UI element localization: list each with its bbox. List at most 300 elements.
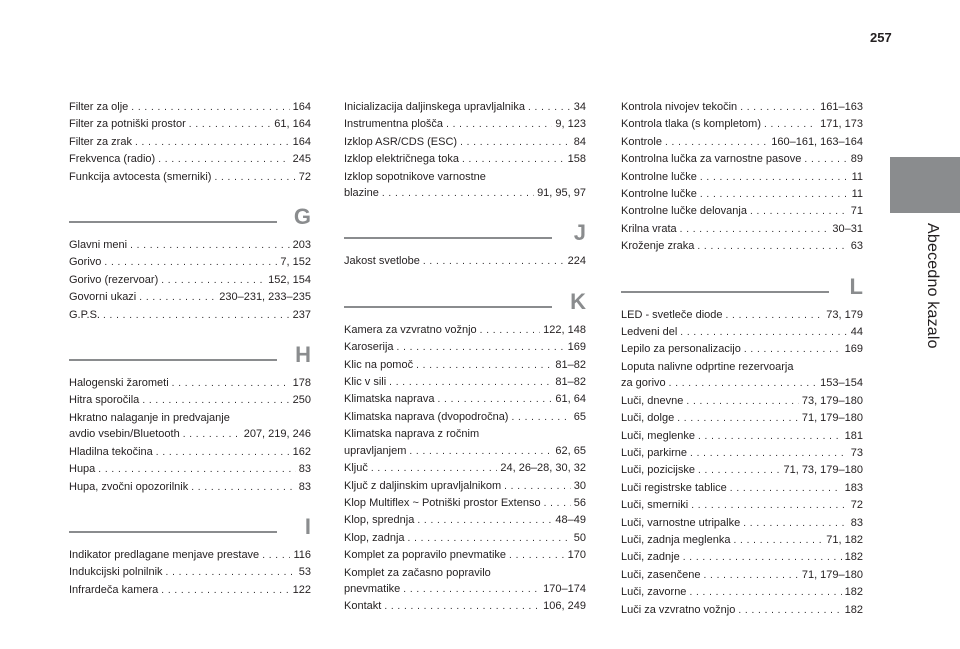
entry-pages: 53 xyxy=(298,566,311,579)
index-entry xyxy=(69,479,311,496)
entry-pages: 207, 219, 246 xyxy=(243,428,311,441)
entry-pages: 11 xyxy=(851,170,863,183)
entry-pages: 170 xyxy=(567,549,586,562)
index-entry xyxy=(344,134,586,151)
index-entry xyxy=(344,99,586,116)
entry-term: Karoserija xyxy=(344,341,394,354)
entry-term: Kontrola tlaka (s kompletom) xyxy=(621,118,761,131)
entry-term: Krilna vrata xyxy=(621,222,677,235)
entry-pages: 152, 154 xyxy=(268,273,311,286)
entry-term: Glavni meni xyxy=(69,239,128,252)
entry-pages: 73 xyxy=(850,446,863,459)
section-gap xyxy=(69,324,311,347)
dot-leader xyxy=(382,186,534,202)
index-entry xyxy=(621,532,863,549)
entry-term: Luči, parkirne xyxy=(621,446,688,459)
index-entry xyxy=(621,515,863,532)
dot-leader xyxy=(733,533,823,549)
entry-term: Luči, smerniki xyxy=(621,499,689,512)
letter-heading xyxy=(69,513,311,547)
entry-term: Luči, pozicijske xyxy=(621,464,695,477)
entry-pages: 169 xyxy=(844,343,863,356)
index-entry xyxy=(344,530,586,547)
dot-leader xyxy=(104,255,277,271)
entry-term: za gorivo xyxy=(621,377,666,390)
index-entry xyxy=(344,253,586,270)
entry-pages: 24, 26–28, 30, 32 xyxy=(500,462,586,475)
dot-leader xyxy=(189,117,272,133)
entry-pages: 34 xyxy=(573,101,586,113)
index-entry xyxy=(621,307,863,324)
index-entry xyxy=(69,392,311,409)
entry-term: Kontrolne lučke delovanja xyxy=(621,205,747,218)
entry-pages: 71, 73, 179–180 xyxy=(783,464,863,477)
index-entry xyxy=(621,186,863,203)
entry-pages: 230–231, 233–235 xyxy=(219,291,311,304)
entry-term: Frekvenca (radio) xyxy=(69,153,156,166)
dot-leader xyxy=(665,135,768,151)
heading-rule xyxy=(344,237,552,239)
heading-letter: K xyxy=(570,288,586,314)
entry-pages: 9, 123 xyxy=(555,118,586,131)
side-tab-label: Abecedno kazalo xyxy=(924,223,941,349)
entry-term: Ključ xyxy=(344,462,368,475)
entry-term: Luči za vzvratno vožnjo xyxy=(621,603,736,616)
entry-term: Inicializacija daljinskega upravljalnika xyxy=(344,101,525,113)
entry-term: Luči, dnevne xyxy=(621,394,684,407)
entry-pages: 158 xyxy=(567,153,586,166)
dot-leader xyxy=(417,513,552,529)
entry-term: Luči, zadnje xyxy=(621,551,680,564)
index-entry-continued: Klimatska naprava z ročnim xyxy=(344,428,480,441)
index-entry xyxy=(621,393,863,410)
entry-pages: 71, 182 xyxy=(826,533,863,546)
entry-term: Indikator predlagane menjave prestave xyxy=(69,548,260,561)
index-entry xyxy=(69,564,311,581)
dot-leader xyxy=(764,117,817,133)
dot-leader xyxy=(131,100,289,116)
entry-term: LED - svetleče diode xyxy=(621,308,723,321)
entry-pages: 81–82 xyxy=(555,358,586,371)
index-entry-continued: Loputa nalivne odprtine rezervoarja xyxy=(621,360,794,373)
dot-leader xyxy=(744,342,842,358)
entry-term: avdio vsebin/Bluetooth xyxy=(69,428,180,441)
entry-pages: 71 xyxy=(850,205,863,218)
entry-term: Kamera za vzvratno vožnjo xyxy=(344,323,477,336)
entry-term: Luči, zadnja meglenka xyxy=(621,533,731,546)
dot-leader xyxy=(509,548,565,564)
index-entry xyxy=(621,203,863,220)
section-gap xyxy=(69,186,311,209)
dot-leader xyxy=(677,411,799,427)
index-entry xyxy=(69,272,311,289)
entry-pages: 61, 164 xyxy=(274,118,311,131)
letter-heading xyxy=(69,204,311,237)
dot-leader xyxy=(214,170,295,186)
index-entry xyxy=(344,357,586,374)
dot-leader xyxy=(680,222,830,238)
dot-leader xyxy=(738,603,841,619)
index-entry xyxy=(344,374,586,391)
entry-term: Halogenski žarometi xyxy=(69,377,169,390)
dot-leader xyxy=(142,393,289,409)
section-gap xyxy=(621,256,863,279)
entry-pages: 62, 65 xyxy=(555,444,586,457)
entry-pages: 153–154 xyxy=(820,377,863,390)
dot-leader xyxy=(698,463,780,479)
index-entry xyxy=(621,151,863,168)
heading-rule xyxy=(344,306,552,308)
dot-leader xyxy=(409,444,552,460)
entry-term: Klimatska naprava (dvopodročna) xyxy=(344,410,509,423)
index-entry xyxy=(621,221,863,238)
letter-heading xyxy=(344,220,586,253)
index-column-1 xyxy=(69,99,311,599)
entry-term: Gorivo (rezervoar) xyxy=(69,273,159,286)
heading-letter: J xyxy=(573,220,586,246)
index-entry xyxy=(69,582,311,599)
entry-pages: 182 xyxy=(844,551,863,564)
entry-term: Kontrolne lučke xyxy=(621,188,697,201)
heading-letter: I xyxy=(304,513,311,539)
entry-term: Klic na pomoč xyxy=(344,358,414,371)
entry-pages: 203 xyxy=(292,239,311,252)
entry-term: Luči, zavorne xyxy=(621,586,687,599)
dot-leader xyxy=(161,273,265,289)
entry-term: Ledveni del xyxy=(621,326,678,339)
entry-term: Hladilna tekočina xyxy=(69,445,153,458)
index-entry xyxy=(621,134,863,151)
index-entry xyxy=(69,461,311,478)
entry-pages: 162 xyxy=(292,445,311,458)
dot-leader xyxy=(183,427,241,443)
index-entry xyxy=(344,409,586,426)
entry-pages: 170–174 xyxy=(543,582,586,595)
dot-leader xyxy=(686,394,798,410)
dot-leader xyxy=(423,254,565,270)
entry-term: Ključ z daljinskim upravljalnikom xyxy=(344,479,502,492)
index-entry xyxy=(344,581,586,598)
entry-pages: 44 xyxy=(850,326,863,339)
index-entry-continued: Izklop sopotnikove varnostne xyxy=(344,170,486,183)
dot-leader xyxy=(690,446,848,462)
dot-leader xyxy=(700,170,849,186)
entry-pages: 169 xyxy=(567,341,586,354)
entry-pages: 81–82 xyxy=(555,376,586,389)
entry-term: Kontrola nivojev tekočin xyxy=(621,101,738,113)
entry-term: Klic v sili xyxy=(344,376,387,389)
dot-leader xyxy=(460,135,571,151)
entry-pages: 83 xyxy=(850,516,863,529)
dot-leader xyxy=(740,100,817,116)
index-entry xyxy=(344,512,586,529)
entry-term: Klop, zadnja xyxy=(344,531,405,544)
page-number: 257 xyxy=(870,30,892,45)
index-entry xyxy=(69,289,311,306)
entry-pages: 122 xyxy=(292,583,311,596)
index-entry xyxy=(621,410,863,427)
index-entry xyxy=(344,116,586,133)
entry-pages: 65 xyxy=(573,410,586,423)
index-entry xyxy=(621,480,863,497)
entry-pages: 160–161, 163–164 xyxy=(771,135,863,148)
dot-leader xyxy=(697,239,847,255)
index-entry xyxy=(69,426,311,443)
entry-term: Kontrolne lučke xyxy=(621,170,697,183)
entry-term: Jakost svetlobe xyxy=(344,255,420,268)
heading-letter: H xyxy=(295,342,311,368)
dot-leader xyxy=(750,204,848,220)
entry-pages: 48–49 xyxy=(555,514,586,527)
index-entry xyxy=(69,307,311,324)
entry-term: G.P.S. xyxy=(69,308,100,321)
entry-pages: 245 xyxy=(292,153,311,166)
entry-pages: 73, 179 xyxy=(826,308,863,321)
dot-leader xyxy=(704,568,799,584)
heading-letter: L xyxy=(849,273,863,299)
index-entry xyxy=(621,497,863,514)
dot-leader xyxy=(438,392,553,408)
heading-letter: G xyxy=(293,204,311,230)
dot-leader xyxy=(480,323,541,339)
entry-pages: 250 xyxy=(292,394,311,407)
entry-term: Lepilo za personalizacijo xyxy=(621,343,741,356)
dot-leader xyxy=(680,325,847,341)
index-entry xyxy=(69,547,311,564)
index-entry xyxy=(344,151,586,168)
dot-leader xyxy=(262,548,290,564)
index-entry xyxy=(344,460,586,477)
dot-leader xyxy=(371,461,498,477)
entry-pages: 50 xyxy=(573,531,586,544)
entry-term: Filter za potniški prostor xyxy=(69,118,186,131)
entry-pages: 91, 95, 97 xyxy=(537,187,586,200)
index-entry-continued: Hkratno nalaganje in predvajanje xyxy=(69,411,230,424)
dot-leader xyxy=(158,152,289,168)
entry-term: Hupa xyxy=(69,463,96,476)
entry-pages: 7, 152 xyxy=(280,256,311,269)
dot-leader xyxy=(384,599,540,615)
entry-term: Hupa, zvočni opozorilnik xyxy=(69,480,189,493)
entry-term: Gorivo xyxy=(69,256,102,269)
dot-leader xyxy=(135,135,290,151)
index-entry xyxy=(69,134,311,151)
index-entry xyxy=(621,549,863,566)
index-entry xyxy=(621,238,863,255)
entry-term: Instrumentna plošča xyxy=(344,118,444,131)
entry-pages: 224 xyxy=(567,255,586,268)
entry-pages: 164 xyxy=(292,135,311,148)
dot-leader xyxy=(698,429,842,445)
entry-term: Klop, sprednja xyxy=(344,514,415,527)
index-entry xyxy=(621,324,863,341)
dot-leader xyxy=(462,152,565,168)
entry-pages: 116 xyxy=(293,548,311,561)
letter-heading xyxy=(344,288,586,322)
section-gap xyxy=(69,496,311,519)
entry-term: Kontrolna lučka za varnostne pasove xyxy=(621,153,802,166)
entry-term: Kroženje zraka xyxy=(621,240,695,253)
dot-leader xyxy=(689,585,841,601)
dot-leader xyxy=(191,480,296,496)
dot-leader xyxy=(403,582,540,598)
dot-leader xyxy=(804,152,847,168)
entry-term: Filter za zrak xyxy=(69,135,132,148)
index-entry xyxy=(621,116,863,133)
entry-term: Kontrole xyxy=(621,135,662,148)
entry-term: Hitra sporočila xyxy=(69,394,140,407)
entry-pages: 73, 179–180 xyxy=(801,394,863,407)
index-column-2 xyxy=(344,99,586,616)
heading-rule xyxy=(69,359,277,361)
index-entry xyxy=(69,99,311,116)
entry-pages: 161–163 xyxy=(820,101,863,113)
section-gap xyxy=(344,271,586,294)
index-entry xyxy=(69,237,311,254)
entry-pages: 61, 64 xyxy=(555,393,586,406)
index-entry xyxy=(344,185,586,202)
entry-term: Luči, varnostne utripalke xyxy=(621,516,741,529)
index-entry xyxy=(69,116,311,133)
index-entry xyxy=(621,567,863,584)
index-entry xyxy=(621,602,863,619)
entry-term: blazine xyxy=(344,187,379,200)
side-tab-marker xyxy=(890,157,960,213)
index-entry xyxy=(69,375,311,392)
index-entry-continued: Komplet za začasno popravilo xyxy=(344,566,491,579)
index-entry xyxy=(344,391,586,408)
entry-pages: 11 xyxy=(851,188,863,201)
entry-term: Luči, dolge xyxy=(621,412,675,425)
dot-leader xyxy=(166,565,296,581)
dot-leader xyxy=(446,117,552,133)
entry-pages: 106, 249 xyxy=(543,600,586,613)
index-entry xyxy=(69,444,311,461)
index-entry xyxy=(621,169,863,186)
index-entry xyxy=(344,478,586,495)
dot-leader xyxy=(726,308,824,324)
dot-leader xyxy=(511,410,570,426)
entry-pages: 181 xyxy=(844,429,863,442)
dot-leader xyxy=(504,479,571,495)
entry-term: Infrardeča kamera xyxy=(69,583,159,596)
index-entry xyxy=(69,254,311,271)
dot-leader xyxy=(389,375,552,391)
dot-leader xyxy=(416,358,552,374)
entry-pages: 122, 148 xyxy=(543,323,586,336)
heading-rule xyxy=(621,291,829,293)
dot-leader xyxy=(691,498,848,514)
dot-leader xyxy=(700,187,849,203)
dot-leader xyxy=(130,238,290,254)
entry-pages: 83 xyxy=(298,463,311,476)
dot-leader xyxy=(730,481,842,497)
entry-term: Luči registrske tablice xyxy=(621,481,727,494)
entry-pages: 30 xyxy=(573,479,586,492)
entry-pages: 30–31 xyxy=(832,222,863,235)
entry-term: Klimatska naprava xyxy=(344,393,435,406)
index-entry xyxy=(344,598,586,615)
entry-pages: 171, 173 xyxy=(820,118,863,131)
entry-term: Komplet za popravilo pnevmatike xyxy=(344,549,507,562)
section-side-tab xyxy=(890,157,960,542)
entry-term: Izklop ASR/CDS (ESC) xyxy=(344,135,458,148)
index-entry xyxy=(344,339,586,356)
letter-heading xyxy=(621,273,863,307)
entry-pages: 237 xyxy=(292,308,311,321)
entry-term: Govorni ukazi xyxy=(69,291,137,304)
dot-leader xyxy=(683,550,842,566)
entry-pages: 72 xyxy=(298,170,311,183)
entry-term: Luči, meglenke xyxy=(621,429,695,442)
heading-rule xyxy=(69,221,277,223)
entry-term: Luči, zasenčene xyxy=(621,568,701,581)
entry-term: Kontakt xyxy=(344,600,382,613)
index-entry xyxy=(621,445,863,462)
letter-heading xyxy=(69,342,311,375)
index-entry xyxy=(621,584,863,601)
entry-pages: 178 xyxy=(292,377,311,390)
index-entry xyxy=(621,99,863,116)
entry-pages: 84 xyxy=(573,135,586,148)
dot-leader xyxy=(669,376,818,392)
dot-leader xyxy=(103,308,290,324)
dot-leader xyxy=(139,290,216,306)
entry-term: Filter za olje xyxy=(69,101,129,113)
entry-pages: 71, 179–180 xyxy=(801,412,863,425)
entry-term: pnevmatike xyxy=(344,582,401,595)
heading-rule xyxy=(69,531,277,533)
entry-term: Izklop električnega toka xyxy=(344,153,459,166)
index-entry xyxy=(344,322,586,339)
index-entry xyxy=(621,375,863,392)
entry-pages: 164 xyxy=(292,101,311,113)
dot-leader xyxy=(161,583,289,599)
index-entry xyxy=(621,462,863,479)
entry-pages: 72 xyxy=(850,499,863,512)
entry-pages: 63 xyxy=(850,240,863,253)
dot-leader xyxy=(172,376,290,392)
entry-term: Funkcija avtocesta (smerniki) xyxy=(69,170,212,183)
index-entry xyxy=(621,341,863,358)
entry-pages: 182 xyxy=(844,586,863,599)
dot-leader xyxy=(528,100,571,116)
index-entry xyxy=(69,169,311,186)
entry-pages: 182 xyxy=(844,603,863,616)
entry-pages: 71, 179–180 xyxy=(801,568,863,581)
index-entry xyxy=(344,443,586,460)
entry-term: upravljanjem xyxy=(344,444,407,457)
index-entry xyxy=(344,547,586,564)
entry-pages: 89 xyxy=(850,153,863,166)
index-entry xyxy=(344,495,586,512)
section-gap xyxy=(344,202,586,225)
dot-leader xyxy=(397,340,565,356)
index-entry xyxy=(69,151,311,168)
entry-pages: 183 xyxy=(844,481,863,494)
entry-pages: 56 xyxy=(573,496,586,509)
entry-term: Klop Multiflex ~ Potniški prostor Extenso xyxy=(344,496,541,509)
dot-leader xyxy=(743,516,848,532)
index-column-3 xyxy=(621,99,863,619)
dot-leader xyxy=(98,462,295,478)
entry-term: Indukcijski polnilnik xyxy=(69,566,163,579)
dot-leader xyxy=(544,496,571,512)
entry-pages: 83 xyxy=(298,480,311,493)
dot-leader xyxy=(408,531,571,547)
index-entry xyxy=(621,428,863,445)
dot-leader xyxy=(156,445,290,461)
